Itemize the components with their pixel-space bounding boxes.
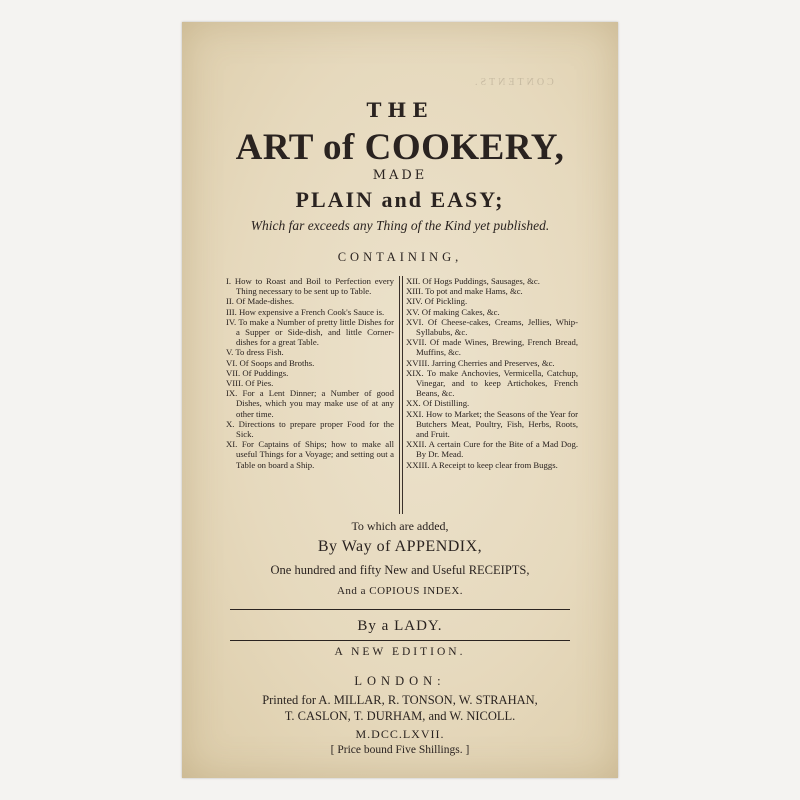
contents-item: XVIII. Jarring Cherries and Preserves, &c. bbox=[406, 357, 555, 368]
contents-item: XIII. To pot and make Hams, &c. bbox=[406, 286, 523, 297]
added-line: To which are added, bbox=[351, 519, 449, 533]
imprint-line-1: Printed for A. MILLAR, R. TONSON, W. STRAHAN, bbox=[262, 693, 538, 707]
title-made: MADE bbox=[372, 168, 428, 183]
contents-item: VII. Of Puddings. bbox=[226, 367, 289, 378]
contents-item: VI. Of Soops and Broths. bbox=[226, 357, 315, 368]
contents-right-column bbox=[406, 276, 578, 470]
title-plain-easy: PLAIN and EASY; bbox=[295, 187, 505, 212]
contents-item: XIX. To make Anchovies, Vermicella, Catchup, Vinegar, and to keep Artichokes, French Beans, &c. bbox=[406, 367, 578, 399]
contents-item: IX. For a Lent Dinner; a Number of good Dishes, which you may make use of at any other time. bbox=[226, 388, 394, 419]
imprint-city: LONDON: bbox=[354, 674, 446, 688]
contents-item: I. How to Roast and Boil to Perfection every Thing necessary to be sent up to Table. bbox=[226, 276, 394, 297]
contents-left-column bbox=[226, 276, 394, 470]
contents-item: XXII. A certain Cure for the Bite of a Mad Dog. By Dr. Mead. bbox=[406, 439, 578, 460]
contents-item: XI. For Captains of Ships; how to make all useful Things for a Voyage; and setting out a Table on board a Ship. bbox=[226, 439, 394, 470]
contents-item: XVII. Of made Wines, Brewing, French Bread, Muffins, &c. bbox=[406, 337, 578, 358]
edition-line: A NEW EDITION. bbox=[334, 646, 466, 658]
contents-item: II. Of Made-dishes. bbox=[226, 296, 295, 307]
contents-item: XXIII. A Receipt to keep clear from Buggs. bbox=[406, 459, 558, 470]
column-divider-right bbox=[402, 276, 403, 514]
containing-heading: CONTAINING, bbox=[337, 250, 463, 264]
page-title: ART of COOKERY, bbox=[235, 127, 565, 168]
contents-item: III. How expensive a French Cook's Sauce is. bbox=[226, 306, 385, 317]
contents-item: VIII. Of Pies. bbox=[226, 378, 274, 389]
contents-item: XXI. How to Market; the Seasons of the Year for Butchers Meat, Poultry, Fish, Herbs, Roots, and Fruit. bbox=[406, 408, 578, 440]
contents-item: XVI. Of Cheese-cakes, Creams, Jellies, Whip-Syllabubs, &c. bbox=[406, 316, 578, 338]
index-line: And a COPIOUS INDEX. bbox=[336, 585, 464, 597]
imprint-year: M.DCC.LXVII. bbox=[355, 727, 445, 741]
title-the: THE bbox=[366, 98, 434, 122]
contents-item: XV. Of making Cakes, &c. bbox=[406, 306, 500, 317]
contents-item: XX. Of Distilling. bbox=[406, 398, 470, 409]
contents-item: V. To dress Fish. bbox=[226, 347, 284, 358]
receipts-line: One hundred and fifty New and Useful RECEIPTS, bbox=[270, 563, 530, 577]
contents-item: X. Directions to prepare proper Food for the Sick. bbox=[226, 418, 394, 440]
appendix-line: By Way of APPENDIX, bbox=[317, 538, 483, 555]
rule-top bbox=[230, 609, 570, 610]
column-divider-left bbox=[399, 276, 400, 514]
subtitle: Which far exceeds any Thing of the Kind yet published. bbox=[250, 218, 550, 233]
rule-bottom bbox=[230, 640, 570, 641]
imprint-line-2: T. CASLON, T. DURHAM, and W. NICOLL. bbox=[284, 709, 516, 723]
price-line: [ Price bound Five Shillings. ] bbox=[330, 744, 470, 756]
contents-item: IV. To make a Number of pretty little Dishes for a Supper or Side-dish, and little Corner-dishes for a great Table. bbox=[226, 316, 394, 348]
bleed-through-text: CONTENTS. bbox=[472, 77, 554, 88]
contents-columns bbox=[226, 276, 578, 520]
title-page bbox=[182, 22, 618, 778]
contents-item: XIV. Of Pickling. bbox=[406, 296, 468, 307]
author-line: By a LADY. bbox=[357, 618, 443, 634]
contents-item: XII. Of Hogs Puddings, Sausages, &c. bbox=[406, 276, 540, 286]
